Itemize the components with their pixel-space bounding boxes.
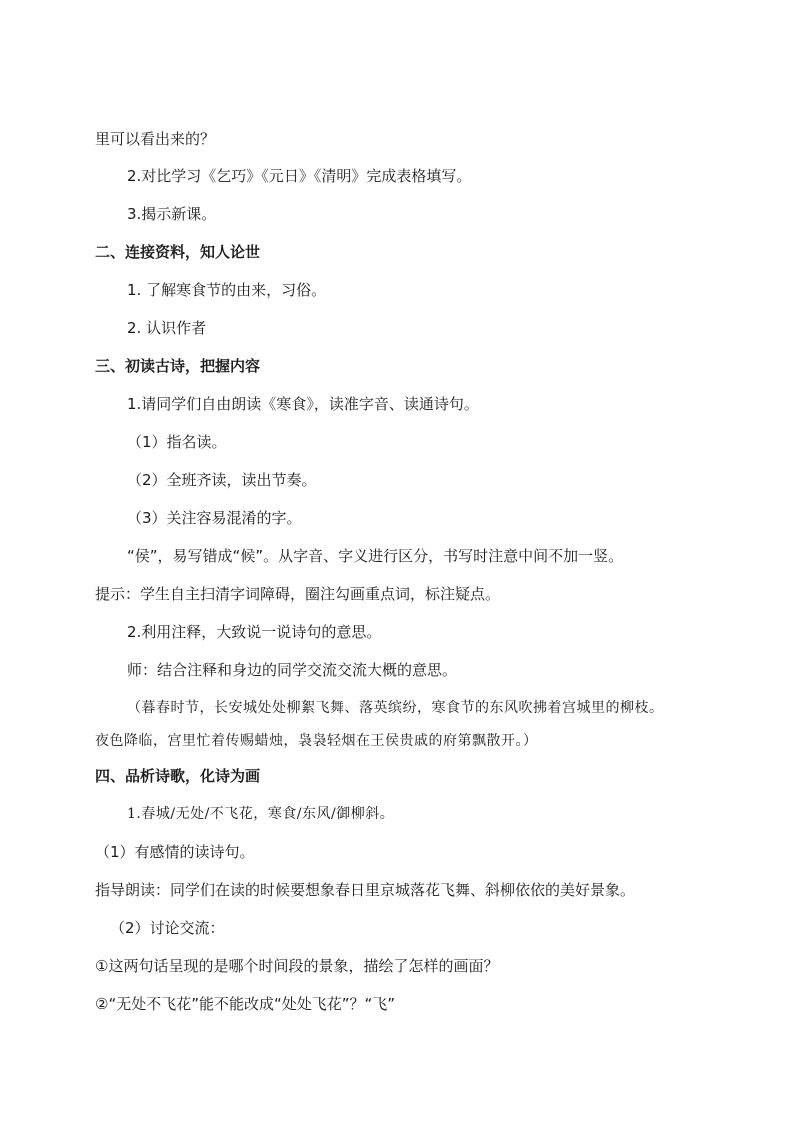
paragraph-line: 1. 了解寒食节的由来，习俗。 [127, 281, 327, 299]
paragraph-line: ②“无处不飞花”能不能改成“处处飞花”？“飞” [95, 995, 396, 1013]
translation-line: 夜色降临，宫里忙着传赐蜡烛，袅袅轻烟在王侯贵戚的府第飘散开。） [95, 733, 538, 749]
paragraph-line: 3.揭示新课。 [127, 205, 217, 223]
section-heading: 四、品析诗歌，化诗为画 [95, 767, 261, 785]
paragraph-line: 1.请同学们自由朗读《寒食》，读准字音、读通诗句。 [127, 395, 479, 413]
paragraph-line: 师：结合注释和身边的同学交流交流大概的意思。 [127, 661, 458, 679]
poem-line: 1.春城/无处/不飞花，寒食/东风/御柳斜。 [127, 806, 395, 822]
translation-line: （暮春时节，长安城处处柳絮飞舞、落英缤纷，寒食节的东风吹拂着宫城里的柳枝。 [127, 700, 664, 716]
paragraph-line: 2.对比学习《乞巧》《元日》《清明》完成表格填写。 [127, 167, 472, 185]
paragraph-line: 提示：学生自主扫清字词障碍，圈注勾画重点词，标注疑点。 [95, 585, 501, 603]
paragraph-line: （1）指名读。 [127, 433, 227, 451]
paragraph-line: （2）全班齐读，读出节奏。 [127, 471, 317, 489]
paragraph-line: 2. 认识作者 [127, 319, 207, 337]
paragraph-line: （1）有感情的读诗句。 [95, 843, 255, 861]
paragraph-line: “侯”，易写错成“候”。从字音、字义进行区分，书写时注意中间不加一竖。 [127, 547, 624, 565]
section-heading: 三、初读古诗，把握内容 [95, 357, 261, 375]
section-heading: 二、连接资料，知人论世 [95, 243, 261, 261]
paragraph-line: 里可以看出来的？ [95, 130, 216, 148]
paragraph-line: （3）关注容易混淆的字。 [127, 509, 302, 527]
paragraph-line: 指导朗读：同学们在读的时候要想象春日里京城落花飞舞、斜柳依依的美好景象。 [95, 881, 636, 899]
paragraph-line: ①这两句话呈现的是哪个时间段的景象，描绘了怎样的画面？ [95, 957, 499, 975]
paragraph-line: （2）讨论交流： [110, 919, 225, 937]
paragraph-line: 2.利用注释，大致说一说诗句的意思。 [127, 623, 382, 641]
